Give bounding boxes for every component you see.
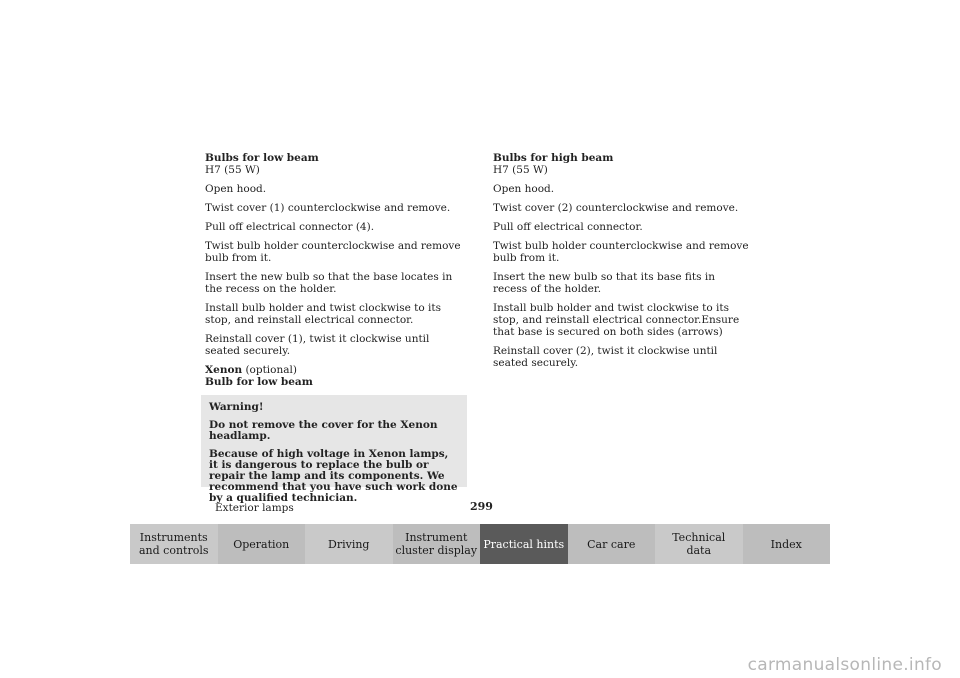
tab-label: Practical hints (483, 537, 565, 551)
tab-label: Technical data (672, 531, 726, 557)
step: Twist bulb holder counterclockwise and remove bulb from it. (493, 240, 749, 264)
tab-practical-hints[interactable] (480, 524, 568, 564)
tab-technical-data[interactable] (655, 524, 743, 564)
step: Twist cover (1) counterclockwise and remove. (205, 202, 451, 214)
chapter-nav (130, 524, 830, 564)
step: Install bulb holder and twist clockwise to its stop, and reinstall electrical connector. (205, 302, 441, 326)
tab-operation[interactable] (218, 524, 306, 564)
step: Pull off electrical connector (4). (205, 221, 375, 233)
tab-label: Operation (233, 537, 290, 551)
warning-line-1: Do not remove the cover for the Xenon headlamp. (209, 419, 438, 442)
high-beam-heading: Bulbs for high beam (493, 152, 614, 164)
xenon-optional: (optional) (242, 364, 297, 376)
tab-label: Instrument cluster display (395, 531, 478, 557)
tab-label: Instruments and controls (138, 531, 209, 557)
low-beam-spec: H7 (55 W) (205, 164, 260, 176)
high-beam-spec: H7 (55 W) (493, 164, 548, 176)
left-column (205, 152, 463, 388)
tab-label: Car care (587, 537, 636, 551)
tab-index[interactable] (743, 524, 831, 564)
warning-title: Warning! (209, 401, 264, 413)
tab-driving[interactable] (305, 524, 393, 564)
step: Reinstall cover (2), twist it clockwise until seated securely. (493, 345, 718, 369)
tab-label: Index (770, 537, 802, 551)
low-beam-heading: Bulbs for low beam (205, 152, 319, 164)
step: Twist bulb holder counterclockwise and remove bulb from it. (205, 240, 461, 264)
tab-instrument-cluster-display[interactable] (393, 524, 481, 564)
step: Reinstall cover (1), twist it clockwise until seated securely. (205, 333, 430, 357)
warning-box (201, 395, 467, 504)
step: Pull off electrical connector. (493, 221, 643, 233)
watermark: carmanualsonline.info (747, 655, 942, 675)
step: Open hood. (493, 183, 555, 195)
tab-label: Driving (328, 537, 370, 551)
warning-line-2: Because of high voltage in Xenon lamps, it is dangerous to replace the bulb or repair the lamp and its components. We recommend that you have such work done by a qualified technician. (209, 448, 458, 504)
section-title: Exterior lamps (215, 502, 294, 514)
step: Install bulb holder and twist clockwise to its stop, and reinstall electrical connector.Ensure that base is secured on both sides (arrows) (493, 302, 740, 338)
page-number: 299 (470, 500, 493, 513)
xenon-line (205, 364, 463, 376)
step: Open hood. (205, 183, 267, 195)
step: Insert the new bulb so that the base locates in the recess on the holder. (205, 271, 453, 295)
xenon-heading: Bulb for low beam (205, 376, 313, 388)
xenon-label: Xenon (205, 364, 243, 376)
step: Twist cover (2) counterclockwise and remove. (493, 202, 739, 214)
tab-car-care[interactable] (568, 524, 656, 564)
right-column (493, 152, 751, 376)
tab-instruments-and-controls[interactable] (130, 524, 218, 564)
step: Insert the new bulb so that its base fits in recess of the holder. (493, 271, 715, 295)
